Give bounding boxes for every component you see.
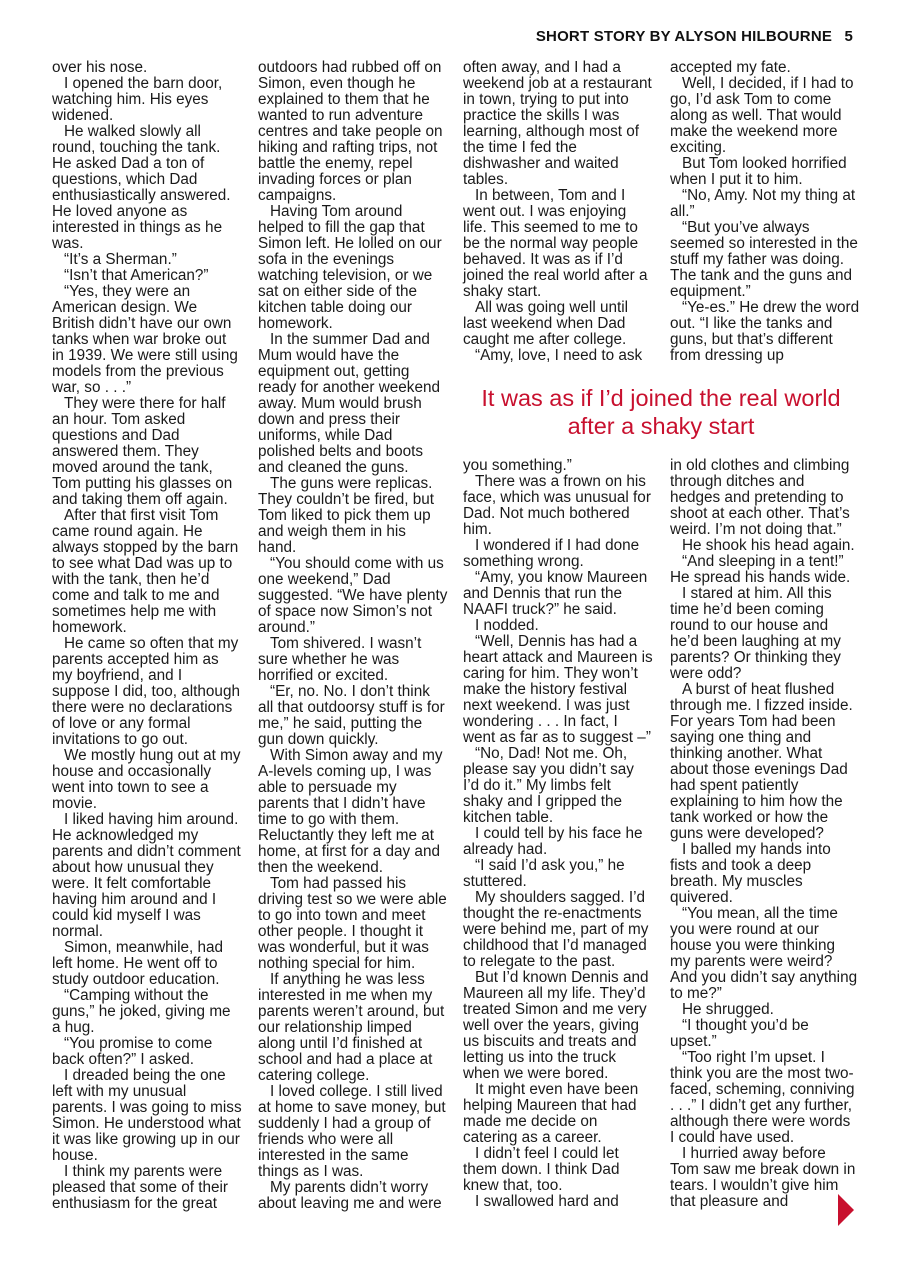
- paragraph: My parents didn’t worry about leaving me and were: [258, 1179, 442, 1212]
- paragraph: often away, and I had a weekend job at a restaurant in town, trying to put into practice the skills I was learning, although most of the time I fed the dishwasher and waited tables.: [463, 59, 652, 188]
- paragraph: But Tom looked horrified when I put it to him.: [670, 155, 847, 188]
- paragraph: I nodded.: [475, 617, 539, 634]
- paragraph: I wondered if I had done something wrong.: [463, 537, 640, 570]
- paragraph: I loved college. I still lived at home to save money, but suddenly I had a group of friends who were all interested in the same things as I was.: [258, 1083, 446, 1180]
- paragraph: He shrugged.: [682, 1001, 774, 1018]
- paragraph: “You should come with us one weekend,” Dad suggested. “We have plenty of space now Simon’s not around.”: [258, 555, 448, 636]
- column-2: [258, 60, 448, 1212]
- column-4-bottom: [670, 458, 858, 1210]
- paragraph: With Simon away and my A-levels coming up, I was able to persuade my parents that I didn’t have time to go with them. Reluctantly they left me at home, at first for a day and then the weekend.: [258, 747, 443, 876]
- paragraph: I stared at him. All this time he’d been coming round to our house and he’d been laughing at my parents? Or thinking they were odd?: [670, 585, 841, 682]
- paragraph: “Amy, you know Maureen and Dennis that run the NAAFI truck?” he said.: [463, 569, 648, 618]
- paragraph: We mostly hung out at my house and occasionally went into town to see a movie.: [52, 747, 241, 812]
- paragraph: A burst of heat flushed through me. I fizzed inside. For years Tom had been saying one thing and thinking another. What about those evenings Dad had spent patiently explaining to him how the tank worked or how the guns were developed?: [670, 681, 853, 842]
- paragraph: I balled my hands into fists and took a deep breath. My muscles quivered.: [670, 841, 831, 906]
- paragraph: accepted my fate.: [670, 59, 791, 76]
- paragraph: After that first visit Tom came round again. He always stopped by the barn to see what Dad was up to with the tank, then he’d come and talk to me and sometimes help me with homework.: [52, 507, 239, 636]
- paragraph: “You mean, all the time you were round at our house you were thinking my parents were weird? And you didn’t say anything to me?”: [670, 905, 858, 1002]
- page-number: 5: [844, 28, 853, 45]
- paragraph: “No, Amy. Not my thing at all.”: [670, 187, 856, 220]
- pull-quote: It was as if I’d joined the real world after a shaky start: [481, 385, 841, 439]
- paragraph: I liked having him around. He acknowledged my parents and didn’t comment about how unusual they were. It felt comfortable having him around and I could kid myself I was normal.: [52, 811, 241, 940]
- paragraph: I dreaded being the one left with my unusual parents. I was going to miss Simon. He understood what it was like growing up in our house.: [52, 1067, 242, 1164]
- column-1: [52, 60, 242, 1212]
- paragraph: “I said I’d ask you,” he stuttered.: [463, 857, 625, 890]
- paragraph: If anything he was less interested in me when my parents weren’t around, but our relationship limped along until I’d finished at school and had a place at catering college.: [258, 971, 445, 1084]
- paragraph: “Well, Dennis has had a heart attack and Maureen is caring for him. They won’t make the history festival next weekend. I was just wondering . . . In fact, I went as far as to suggest –”: [463, 633, 653, 746]
- paragraph: I could tell by his face he already had.: [463, 825, 643, 858]
- paragraph: He shook his head again.: [682, 537, 855, 554]
- paragraph: He came so often that my parents accepted him as my boyfriend, and I suppose I did, too, although there were no declarations of love or any formal invitations to go out.: [52, 635, 240, 748]
- paragraph: He walked slowly all round, touching the tank. He asked Dad a ton of questions, which Dad enthusiastically answered. He loved anyone as interested in things as he was.: [52, 123, 231, 252]
- paragraph: I think my parents were pleased that some of their enthusiasm for the great: [52, 1163, 229, 1212]
- paragraph: The guns were replicas. They couldn’t be fired, but Tom liked to pick them up and weigh them in his hand.: [258, 475, 435, 556]
- paragraph: In the summer Dad and Mum would have the equipment out, getting ready for another weekend away. Mum would brush down and press their uniforms, while Dad polished belts and boots and cleaned the guns.: [258, 331, 440, 476]
- paragraph: “Er, no. No. I don’t think all that outdoorsy stuff is for me,” he said, putting the gun down quickly.: [258, 683, 445, 748]
- paragraph: Tom shivered. I wasn’t sure whether he was horrified or excited.: [258, 635, 422, 684]
- paragraph: in old clothes and climbing through ditches and hedges and pretending to shoot at each other. That’s weird. I’m not doing that.”: [670, 457, 850, 538]
- paragraph: “It’s a Sherman.”: [64, 251, 177, 268]
- paragraph: “You promise to come back often?” I asked.: [52, 1035, 213, 1068]
- continue-arrow-icon: [838, 1194, 854, 1226]
- paragraph: “Yes, they were an American design. We British didn’t have our own tanks when war broke out in 1939. We were still using models from the previous war, so . . .”: [52, 283, 238, 396]
- paragraph: I swallowed hard and: [475, 1193, 619, 1210]
- column-4-top: [670, 60, 860, 364]
- paragraph: “Too right I’m upset. I think you are the most two-faced, scheming, conniving . . .” I didn’t get any further, although there were words I could have used.: [670, 1049, 855, 1146]
- paragraph: I opened the barn door, watching him. His eyes widened.: [52, 75, 223, 124]
- page-header: [536, 28, 853, 45]
- paragraph: “No, Dad! Not me. Oh, please say you didn’t say I’d do it.” My limbs felt shaky and I gripped the kitchen table.: [463, 745, 634, 826]
- paragraph: “Isn’t that American?”: [64, 267, 209, 284]
- paragraph: Having Tom around helped to fill the gap that Simon left. He lolled on our sofa in the evenings watching television, or we sat on either side of the kitchen table doing our homework.: [258, 203, 442, 332]
- paragraph: “Ye-es.” He drew the word out. “I like the tanks and guns, but that’s different from dressing up: [670, 299, 860, 364]
- paragraph: There was a frown on his face, which was unusual for Dad. Not much bothered him.: [463, 473, 651, 538]
- paragraph: Simon, meanwhile, had left home. He went off to study outdoor education.: [52, 939, 224, 988]
- paragraph: Tom had passed his driving test so we were able to go into town and meet other people. I thought it was wonderful, but it was nothing special for him.: [258, 875, 447, 972]
- paragraph: I didn’t feel I could let them down. I think Dad knew that, too.: [463, 1145, 620, 1194]
- paragraph: They were there for half an hour. Tom asked questions and Dad answered them. They moved around the tank, Tom putting his glasses on and taking them off again.: [52, 395, 233, 508]
- story-byline: SHORT STORY BY ALYSON HILBOURNE: [535, 28, 833, 45]
- paragraph: “But you’ve always seemed so interested in the stuff my father was doing. The tank and the guns and equipment.”: [670, 219, 858, 300]
- paragraph: “Camping without the guns,” he joked, giving me a hug.: [52, 987, 231, 1036]
- paragraph: All was going well until last weekend when Dad caught me after college.: [463, 299, 629, 348]
- paragraph: you something.”: [463, 457, 572, 474]
- paragraph: My shoulders sagged. I’d thought the re-enactments were behind me, part of my childhood that I’d managed to relegate to the past.: [463, 889, 649, 970]
- paragraph: “Amy, love, I need to ask: [475, 347, 643, 364]
- paragraph: over his nose.: [52, 59, 148, 76]
- paragraph: “I thought you’d be upset.”: [670, 1017, 809, 1050]
- column-3-bottom: [463, 458, 653, 1210]
- column-3-top: [463, 60, 653, 364]
- paragraph: In between, Tom and I went out. I was enjoying life. This seemed to me to be the normal way people behaved. It was as if I’d joined the real world after a shaky start.: [463, 187, 648, 300]
- paragraph: I hurried away before Tom saw me break down in tears. I wouldn’t give him that pleasure and: [670, 1145, 856, 1210]
- paragraph: But I’d known Dennis and Maureen all my life. They’d treated Simon and me very well over the years, giving us biscuits and treats and letting us into the truck when we were bored.: [463, 969, 649, 1082]
- paragraph: “And sleeping in a tent!” He spread his hands wide.: [670, 553, 851, 586]
- paragraph: outdoors had rubbed off on Simon, even though he explained to them that he wanted to run adventure centres and take people on hiking and rafting trips, not battle the enemy, repel invading forces or plan campaigns.: [258, 59, 443, 204]
- paragraph: It might even have been helping Maureen that had made me decide on catering as a career.: [463, 1081, 639, 1146]
- paragraph: Well, I decided, if I had to go, I’d ask Tom to come along as well. That would make the weekend more exciting.: [670, 75, 854, 156]
